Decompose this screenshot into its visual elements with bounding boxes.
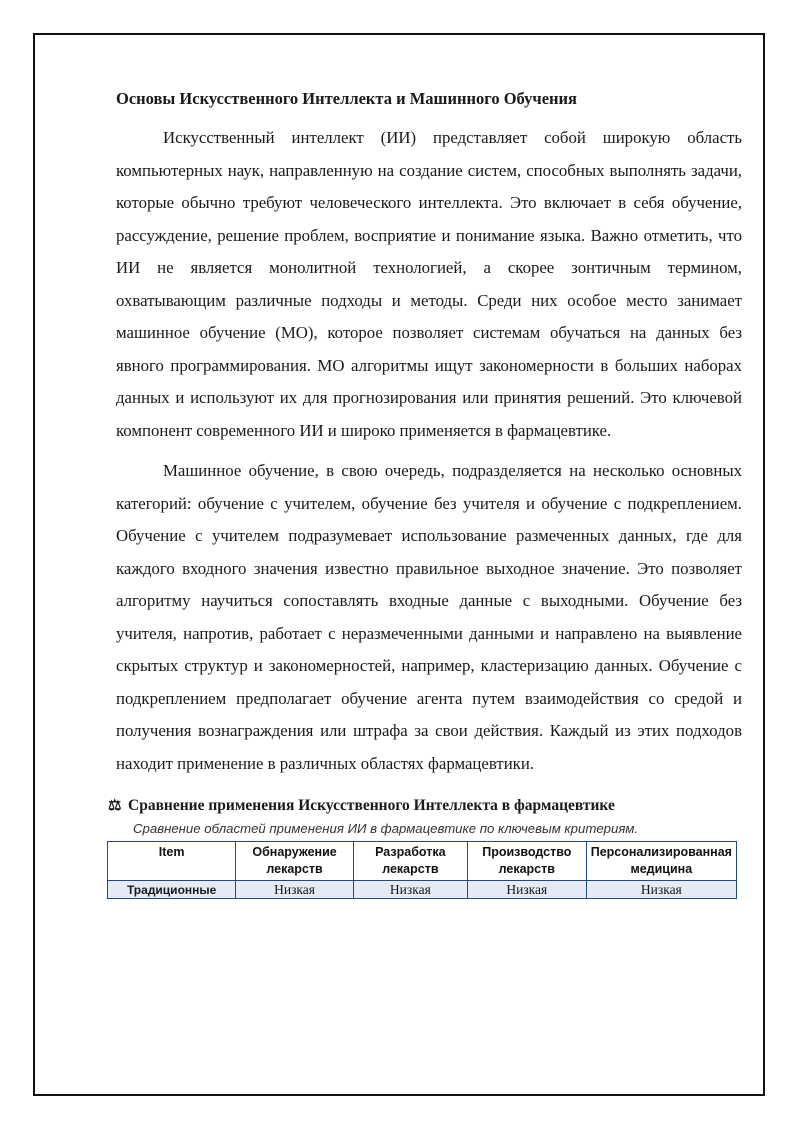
table-cell: Низкая	[467, 881, 586, 899]
row-header: Традиционные	[108, 881, 236, 899]
section-heading-text: Сравнение применения Искусственного Интеллекта в фармацевтике	[128, 796, 615, 814]
column-header-personalized-medicine: Персонализированная медицина	[586, 842, 736, 881]
column-header-drug-manufacturing: Производство лекарств	[467, 842, 586, 881]
document-title: Основы Искусственного Интеллекта и Машинного Обучения	[116, 89, 577, 108]
document-body	[108, 88, 742, 899]
table-cell: Низкая	[353, 881, 467, 899]
paragraph-ml-categories: Машинное обучение, в свою очередь, подразделяется на несколько основных категорий: обучение с учителем, обучение без учителя и обучение с подкреплением. Обучение с учителем подразумевает использование размеченных данных, где для каждого входного значения известно правильное выходное значение. Это позволяет алгоритму научиться сопоставлять входные данные с выходными. Обучение без учителя, напротив, работает с неразмеченными данными и направлено на выявление скрытых структур и закономерностей, например, кластеризацию данных. Обучение с подкреплением предполагает обучение агента путем взаимодействия со средой и получения вознаграждения или штрафа за свои действия. Каждый из этих подходов находит применение в различных областях фармацевтики.	[116, 461, 742, 773]
table-header-row	[108, 842, 737, 881]
column-header-drug-discovery: Обнаружение лекарств	[236, 842, 354, 881]
scale-icon: ⚖	[108, 798, 122, 814]
column-header-item: Item	[108, 842, 236, 881]
table-row	[108, 881, 737, 899]
comparison-table	[107, 841, 737, 899]
table-cell: Низкая	[586, 881, 736, 899]
table-caption: Сравнение областей применения ИИ в фармацевтике по ключевым критериям.	[133, 821, 639, 836]
table-cell: Низкая	[236, 881, 354, 899]
paragraph-ai-intro: Искусственный интеллект (ИИ) представляет собой широкую область компьютерных наук, направленную на создание систем, способных выполнять задачи, которые обычно требуют человеческого интеллекта. Это включает в себя обучение, рассуждение, решение проблем, восприятие и понимание языка. Важно отметить, что ИИ не является монолитной технологией, а скорее зонтичным термином, охватывающим различные подходы и методы. Среди них особое место занимает машинное обучение (МО), которое позволяет системам обучаться на данных без явного программирования. МО алгоритмы ищут закономерности в больших наборах данных и используют их для прогнозирования или принятия решений. Это ключевой компонент современного ИИ и широко применяется в фармацевтике.	[116, 128, 742, 440]
section-heading	[108, 796, 742, 815]
column-header-drug-development: Разработка лекарств	[353, 842, 467, 881]
